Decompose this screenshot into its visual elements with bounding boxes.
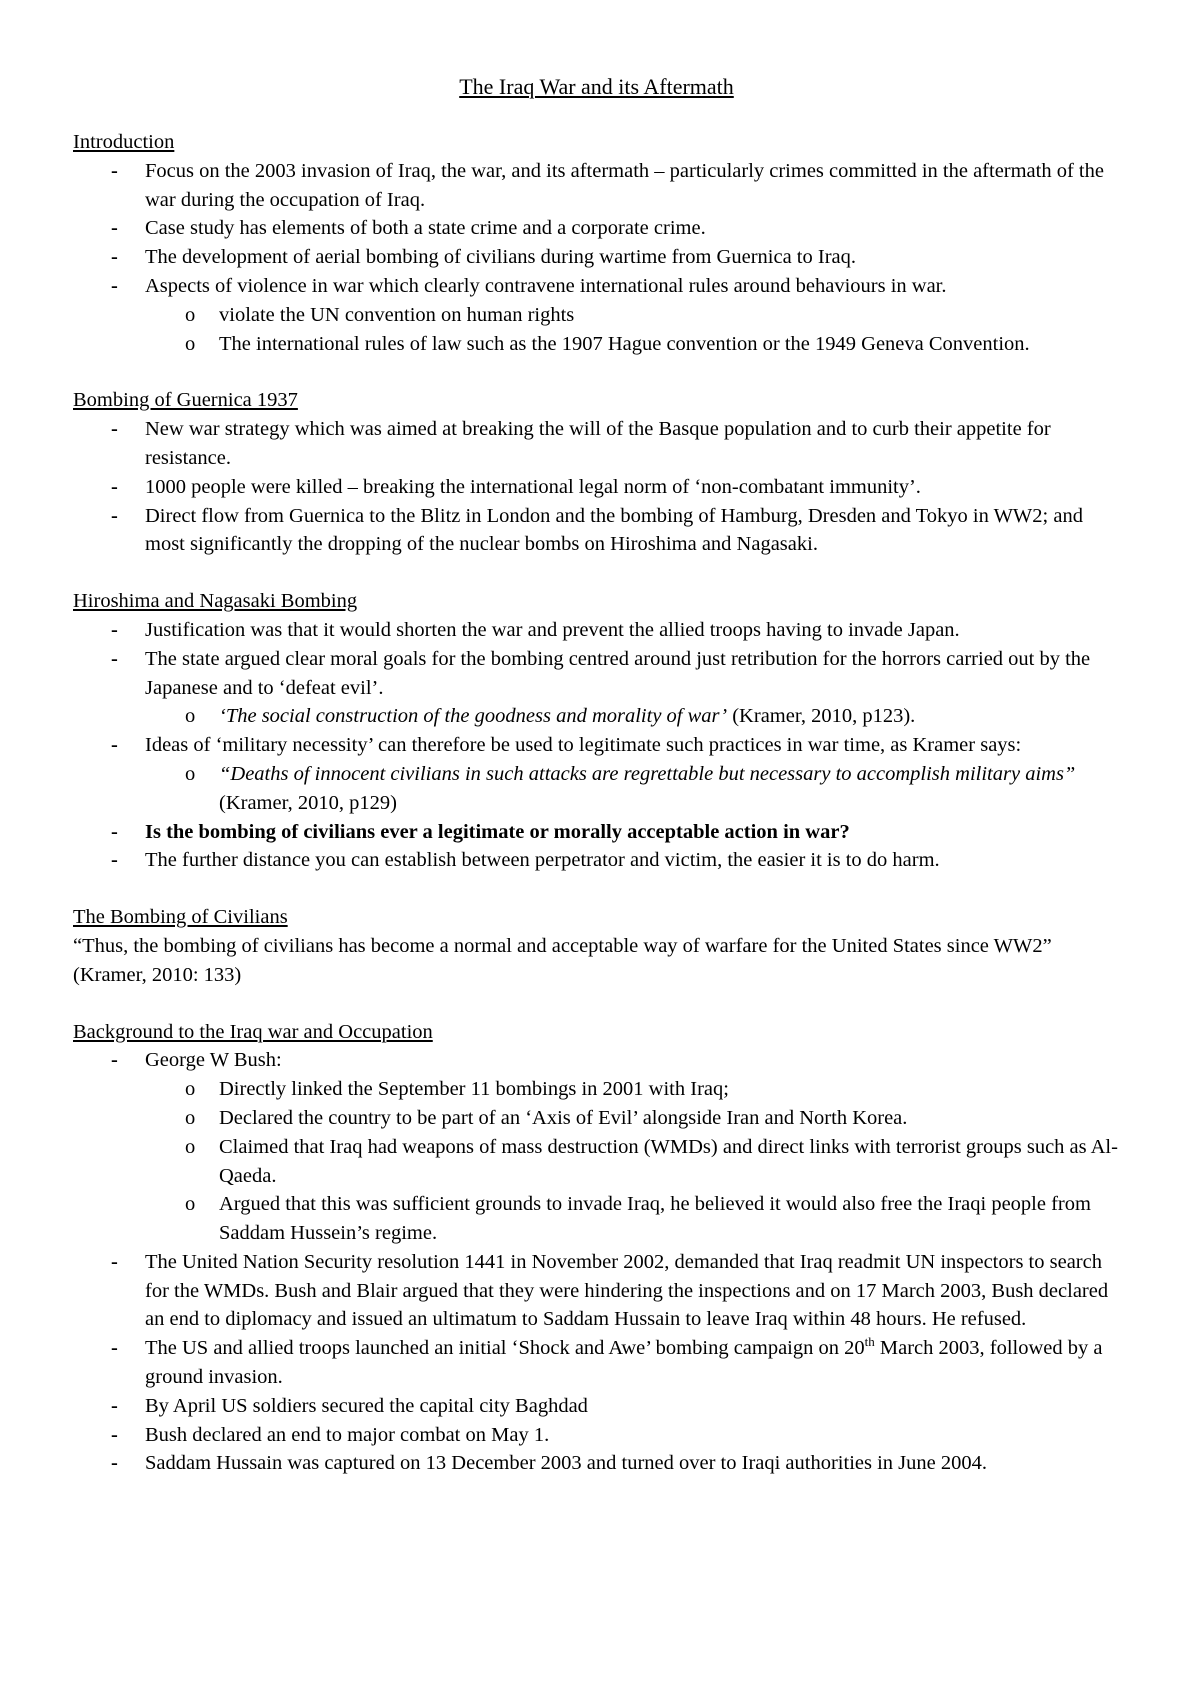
section-heading: Bombing of Guernica 1937 (73, 389, 298, 412)
circle-marker: o (185, 303, 196, 326)
section-heading: The Bombing of Civilians (73, 906, 288, 929)
bullet-list (73, 1046, 1120, 1478)
key-question: Is the bombing of civilians ever a legitimate or morally acceptable action in war? (145, 820, 850, 843)
dash-marker: - (111, 504, 118, 527)
dash-marker: - (111, 734, 118, 757)
quote-text: “Deaths of innocent civilians in such attacks are regrettable but necessary to accomplish military aims” (219, 762, 1076, 785)
list-item: - Ideas of ‘military necessity’ can therefore be used to legitimate such practices in war time, as Kramer says: o “Deaths of innocent civilians in such attacks are regrettable but necessary to accomplish military aims” (Kramer, 2010, p129) (73, 731, 1120, 817)
list-item: - Justification was that it would shorten the war and prevent the allied troops having to invade Japan. (73, 616, 1120, 645)
section-guernica (73, 386, 1120, 559)
sub-list-item: o Declared the country to be part of an ‘Axis of Evil’ alongside Iran and North Korea. (73, 1104, 1120, 1133)
sub-bullet-list (145, 1075, 1120, 1248)
section-background (73, 1018, 1120, 1479)
list-item: - New war strategy which was aimed at breaking the will of the Basque population and to curb their appetite for resistance. (73, 415, 1120, 473)
sub-list-item: o violate the UN convention on human rights (73, 301, 1120, 330)
dash-marker: - (111, 820, 118, 843)
sub-list-item: o Claimed that Iraq had weapons of mass destruction (WMDs) and direct links with terrorist groups such as Al-Qaeda. (73, 1133, 1120, 1191)
quote-paragraph: “Thus, the bombing of civilians has become a normal and acceptable way of warfare for the United States since WW2” (Kramer, 2010: 133) (73, 934, 1052, 986)
sub-bullet-list (145, 760, 1120, 818)
sub-list-item: o The international rules of law such as the 1907 Hague convention or the 1949 Geneva Convention. (73, 330, 1120, 359)
list-item: - Aspects of violence in war which clearly contravene international rules around behaviours in war. o violate the UN convention on human rights o The international rules of law such as the 1907 Hague convention or the 1949 Geneva Convention. (73, 272, 1120, 358)
list-item: - The United Nation Security resolution 1441 in November 2002, demanded that Iraq readmit UN inspectors to search for the WMDs. Bush and Blair argued that they were hindering the inspections and on 17 March 2003, Bush declared an end to diplomacy and issued an ultimatum to Saddam Hussain to leave Iraq within 48 hours. He refused. (73, 1248, 1120, 1334)
bullet-list (73, 157, 1120, 359)
sub-list-item (73, 760, 1120, 818)
section-hiroshima-nagasaki (73, 587, 1120, 875)
list-item: - Case study has elements of both a state crime and a corporate crime. (73, 214, 1120, 243)
section-heading: Introduction (73, 131, 175, 153)
citation: (Kramer, 2010, p123). (727, 705, 916, 728)
sub-list-item (73, 702, 1120, 731)
dash-marker: - (111, 475, 118, 498)
circle-marker: o (185, 1106, 196, 1129)
citation: (Kramer, 2010, p129) (219, 791, 397, 814)
bullet-list (73, 415, 1120, 559)
section-bombing-civilians (73, 903, 1120, 989)
dash-marker: - (111, 1337, 118, 1360)
sub-list-item: o Directly linked the September 11 bombings in 2001 with Iraq; (73, 1075, 1120, 1104)
list-item: - The US and allied troops launched an initial ‘Shock and Awe’ bombing campaign on 20th March 2003, followed by a ground invasion. (111, 1334, 1103, 1389)
dash-marker: - (111, 618, 118, 641)
circle-marker: o (185, 332, 196, 355)
ordinal-suffix: th (864, 1334, 875, 1350)
dash-marker: - (111, 1452, 118, 1475)
dash-marker: - (111, 217, 118, 240)
sub-bullet-list (145, 301, 1120, 359)
dash-marker: - (111, 418, 118, 441)
circle-marker: o (185, 762, 196, 785)
list-item: - Bush declared an end to major combat on May 1. (73, 1421, 1120, 1450)
circle-marker: o (185, 1135, 196, 1158)
section-heading: Hiroshima and Nagasaki Bombing (73, 590, 358, 613)
dash-marker: - (111, 246, 118, 269)
dash-marker: - (111, 159, 118, 182)
dash-marker: - (111, 1049, 118, 1072)
dash-marker: - (111, 1423, 118, 1446)
circle-marker: o (185, 1078, 196, 1101)
page-title: The Iraq War and its Aftermath (459, 74, 734, 99)
dash-marker: - (111, 849, 118, 872)
quote-text: ‘The social construction of the goodness and morality of war’ (219, 705, 728, 728)
list-item: - The further distance you can establish between perpetrator and victim, the easier it is to do harm. (73, 846, 1120, 875)
bullet-list (73, 616, 1120, 875)
sub-list-item: o Argued that this was sufficient grounds to invade Iraq, he believed it would also free the Iraqi people from Saddam Hussein’s regime. (73, 1190, 1120, 1248)
dash-marker: - (111, 647, 118, 670)
section-introduction (73, 128, 1120, 358)
circle-marker: o (185, 1193, 196, 1216)
dash-marker: - (111, 274, 118, 297)
circle-marker: o (185, 705, 196, 728)
list-item: - By April US soldiers secured the capital city Baghdad (73, 1392, 1120, 1421)
list-item: - 1000 people were killed – breaking the international legal norm of ‘non-combatant immunity’. (73, 473, 1120, 502)
dash-marker: - (111, 1394, 118, 1417)
list-item (73, 818, 1120, 847)
section-heading: Background to the Iraq war and Occupation (73, 1020, 433, 1043)
list-item: - Saddam Hussain was captured on 13 December 2003 and turned over to Iraqi authorities in June 2004. (73, 1449, 1120, 1478)
dash-marker: - (111, 1250, 118, 1273)
list-item: - Focus on the 2003 invasion of Iraq, the war, and its aftermath – particularly crimes committed in the aftermath of the war during the occupation of Iraq. (73, 157, 1120, 215)
list-item: - The development of aerial bombing of civilians during wartime from Guernica to Iraq. (73, 243, 1120, 272)
list-item: - Direct flow from Guernica to the Blitz in London and the bombing of Hamburg, Dresden and Tokyo in WW2; and most significantly the dropping of the nuclear bombs on Hiroshima and Nagasaki. (73, 502, 1120, 560)
list-item: - The state argued clear moral goals for the bombing centred around just retribution for the horrors carried out by the Japanese and to ‘defeat evil’. o ‘The social construction of the goodness and morality of war’ (Kramer, 2010, p123). (73, 645, 1120, 731)
sub-bullet-list (145, 702, 1120, 731)
list-item: - George W Bush: o Directly linked the September 11 bombings in 2001 with Iraq; o Declared the country to be part of an ‘Axis of Evil’ alongside Iran and North Korea. o Claimed that Iraq had weapons of mass destruction (WMDs) and direct links with terrorist groups such as Al-Qaeda. o Argued that this was sufficient grounds to invade Iraq, he believed it would also free the Iraqi people from Saddam Hussein’s regime. (73, 1046, 1120, 1248)
